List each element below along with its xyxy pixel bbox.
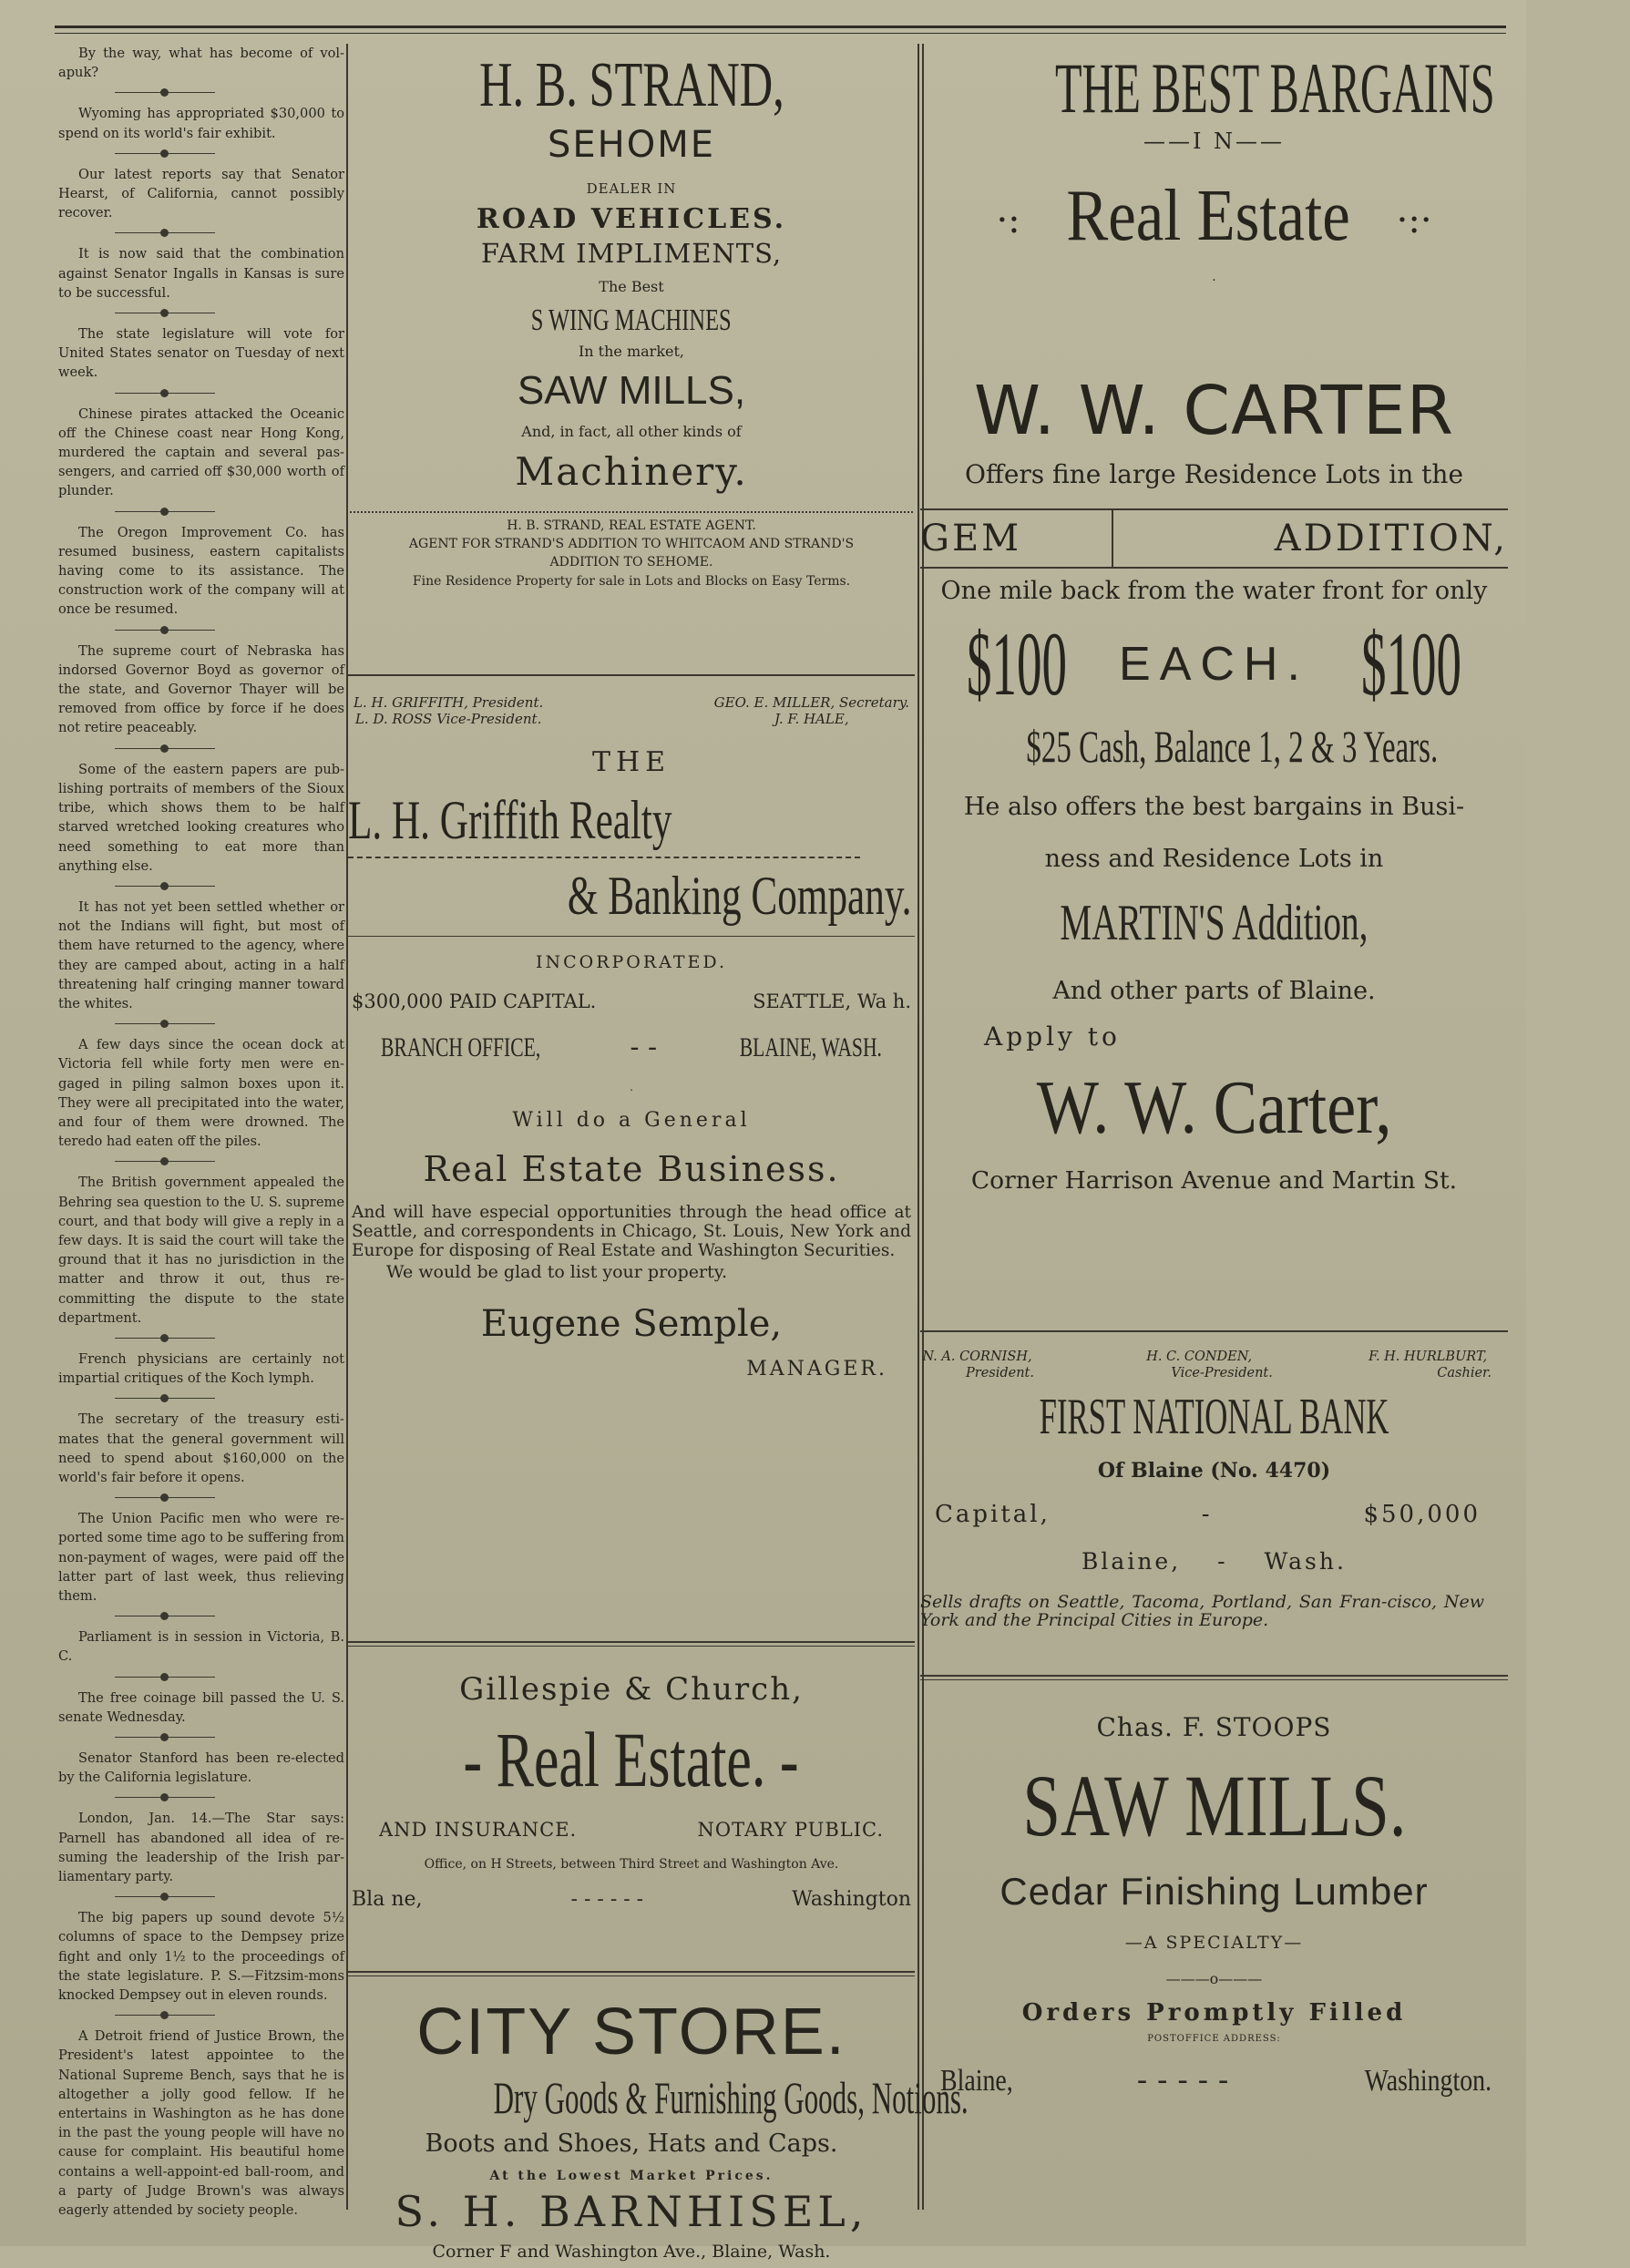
news-separator — [58, 625, 344, 636]
strand-agent-line1: H. B. STRAND, REAL ESTATE AGENT. — [507, 518, 756, 533]
griffith-name-line2: & Banking Company. — [567, 866, 911, 926]
bank-bottom-rule-2 — [920, 1679, 1508, 1680]
news-separator — [58, 881, 344, 892]
news-item: Our latest reports say that Senator Hearst, of California, cannot possibly recover. — [58, 166, 344, 221]
top-rule — [55, 26, 1506, 28]
stoops-blaine: Blaine, — [940, 2064, 1013, 2098]
griffith-will-do: Will do a General — [512, 1109, 751, 1132]
carter-one-mile: One mile back from the water front for only — [940, 577, 1488, 605]
carter-price-right: $100 — [1360, 613, 1461, 714]
strand-machinery: Machinery. — [515, 449, 748, 494]
news-separator — [58, 1493, 344, 1503]
griffith-the: THE — [591, 746, 671, 778]
news-item: By the way, what has become of vol-apuk? — [58, 46, 344, 81]
right-column — [920, 44, 1508, 2217]
griffith-seattle: SEATTLE, Wa h. — [753, 990, 911, 1012]
news-item: It is now said that the combination against Senator Ingalls in Kansas is sure to be successful. — [58, 246, 344, 301]
griffith-officer-1: L. H. GRIFFITH, President. — [354, 694, 544, 711]
bank-officer-3-title: Cashier. — [1437, 1366, 1492, 1380]
news-item: The big papers up sound devote 5½ columns of space to the Dempsey prize fight and only 1½ to the proceedings of the state legislature. P. S.—Fitzsim-mons knocked Dempsey out in eleven rounds. — [58, 1910, 344, 2004]
stoops-o: ———o——— — [1165, 1970, 1263, 1987]
carter-offers: Offers fine large Residence Lots in the — [964, 459, 1464, 489]
news-separator — [58, 308, 344, 319]
news-separator — [58, 1792, 344, 1803]
carter-real-estate: Real Estate — [1066, 176, 1350, 256]
strand-saw-mills: SAW MILLS, — [517, 368, 746, 413]
griffith-dot: . — [630, 1081, 633, 1093]
carter-each: EACH. — [1119, 638, 1309, 691]
news-separator — [58, 1019, 344, 1030]
carter-ornament-right: ·:· — [1396, 200, 1432, 241]
news-separator — [58, 1393, 344, 1404]
strand-ad — [348, 47, 915, 676]
news-item: Wyoming has appropriated $30,000 to spend on its world's fair exhibit. — [58, 106, 344, 141]
carter-apply: Apply to — [984, 1021, 1121, 1052]
strand-farm: FARM IMPLIMENTS, — [480, 238, 783, 269]
griffith-bottom-rule-2 — [348, 1646, 915, 1647]
news-item: French physicians are certainly not impartial critiques of the Koch lymph. — [58, 1350, 344, 1387]
stoops-name: Chas. F. STOOPS — [1096, 1712, 1332, 1742]
carter-addition: ADDITION, — [1274, 518, 1508, 559]
column-rule-right — [918, 44, 919, 2210]
bank-of-blaine: Of Blaine (No. 4470) — [1097, 1459, 1331, 1483]
news-item: Senator Stanford has been re-elected by the California legislature. — [58, 1750, 344, 1786]
strand-sewing: S WING MACHINES — [531, 303, 732, 337]
strand-agent-line3: ADDITION TO SEHOME. — [549, 555, 713, 570]
city-store-prices: At the Lowest Market Prices. — [489, 2169, 774, 2183]
griffith-officer-3: GEO. E. MILLER, Secretary. — [713, 694, 909, 711]
stoops-dashes: - - - - - — [1136, 2062, 1229, 2099]
news-item: The state legislature will vote for United States senator on Tuesday of next week. — [58, 326, 344, 381]
strand-agent-line2: AGENT FOR STRAND'S ADDITION TO WHITCAOM AND STRAND'S — [408, 537, 855, 551]
bank-ad — [920, 1334, 1508, 1680]
carter-name-2: W. W. Carter, — [1036, 1065, 1392, 1150]
strand-place: SEHOME — [547, 124, 715, 166]
news-item: Some of the eastern papers are pub-lishing portraits of members of the Sioux tribe, which shows them to be half starved wretched looking creatures who need something to eat more than anything else. — [58, 761, 344, 874]
news-item: The supreme court of Nebraska has indorsed Governor Boyd as governor of the state, and Governor Thayer will be removed from office by force if he does not retire peaceably. — [58, 642, 344, 736]
carter-martins: MARTIN'S Addition, — [1060, 895, 1369, 951]
news-separator — [58, 87, 344, 98]
griffith-capital: $300,000 PAID CAPITAL. — [352, 990, 597, 1012]
bank-capital: Capital, — [935, 1501, 1051, 1528]
news-item: The secretary of the treasury esti-mates that the general government will need to spend about $160,000 on the world's fair before it opens. — [58, 1411, 344, 1485]
news-separator — [58, 1156, 344, 1167]
city-store-ad — [348, 1993, 969, 2266]
news-item: A Detroit friend of Justice Brown, the President's latest appointee to the National Supreme Bench, says that he is altogether a jolly good fellow. If he entertains in Washington as he has done in the past the young people will have no cause for complaint. His beautiful home contains a well-appoint-ed ball-room, and a party of Judge Brown's was always eagerly attended by society people. — [58, 2028, 344, 2219]
bank-capital-dash: - — [1201, 1501, 1213, 1528]
griffith-officers — [348, 694, 915, 727]
bank-officer-3: F. H. HURLBURT, — [1369, 1350, 1488, 1364]
news-item: The free coinage bill passed the U. S. senate Wednesday. — [58, 1689, 344, 1725]
griffith-ad — [348, 694, 915, 1647]
gillespie-dashes: - - - - - - — [570, 1888, 644, 1911]
news-separator — [58, 228, 344, 239]
stoops-address: POSTOFFICE ADDRESS: — [1147, 2034, 1281, 2044]
carter-other-parts: And other parts of Blaine. — [1052, 977, 1376, 1005]
gillespie-blaine: Bla ne, — [352, 1888, 423, 1911]
city-store-goods: Dry Goods & Furnishing Goods, Notions. — [493, 2072, 969, 2123]
city-store-owner: S. H. BARNHISEL, — [395, 2187, 868, 2236]
news-item: It has not yet been settled whether or not the Indians will fight, but most of them have returned to the agency, where they are camped about, acting in a half threatening half cringing manner toward the whites. — [58, 898, 344, 1011]
griffith-incorporated: INCORPORATED. — [535, 952, 728, 972]
news-separator — [58, 1892, 344, 1903]
city-store-name: CITY STORE. — [416, 1996, 846, 2068]
bank-officers — [920, 1334, 1508, 1381]
strand-agent-line4: Fine Residence Property for sale in Lots and Blocks on Easy Terms. — [412, 574, 851, 589]
carter-price-left: $100 — [967, 613, 1067, 714]
gillespie-ad — [348, 1667, 915, 1976]
carter-ornament-left: ·: — [996, 200, 1020, 241]
bank-bottom-rule — [920, 1675, 1508, 1677]
gillespie-insurance: AND INSURANCE. — [379, 1819, 578, 1841]
griffith-paragraph: And will have especial opportunities through the head office at Seattle, and correspondents in Chicago, St. Louis, New York and Europe for disposing of Real Estate and Washington Securities. — [352, 1203, 911, 1260]
news-separator — [58, 1672, 344, 1683]
griffith-manager-name: Eugene Semple, — [480, 1303, 783, 1345]
stoops-specialty: —A SPECIALTY— — [1124, 1933, 1304, 1953]
carter-dot: · — [1212, 273, 1216, 288]
middle-column — [348, 44, 969, 2262]
strand-road-vehicles: ROAD VEHICLES. — [476, 203, 787, 235]
carter-also-line1: He also offers the best bargains in Busi- — [963, 793, 1465, 821]
bank-officer-2: H. C. CONDEN, — [1146, 1350, 1253, 1364]
griffith-manager-title: MANAGER. — [746, 1358, 887, 1380]
stoops-washington: Washington. — [1364, 2064, 1492, 2098]
griffith-branch-dashes: - - — [630, 1031, 658, 1063]
griffith-branch: BRANCH OFFICE, — [381, 1032, 541, 1062]
city-store-address: Corner F and Washington Ave., Blaine, Wash. — [432, 2242, 831, 2262]
strand-the-best: The Best — [599, 278, 664, 295]
gillespie-washington: Washington — [792, 1888, 911, 1911]
news-column — [58, 44, 344, 2217]
gillespie-notary: NOTARY PUBLIC. — [697, 1819, 884, 1841]
carter-also-line2: ness and Residence Lots in — [1044, 845, 1384, 873]
griffith-officer-4: J. F. HALE, — [774, 711, 849, 727]
carter-name: W. W. CARTER — [973, 372, 1455, 450]
griffith-glad: We would be glad to list your property. — [386, 1262, 727, 1282]
news-separator — [58, 388, 344, 399]
news-separator — [58, 1333, 344, 1344]
carter-gem: GEM — [920, 510, 1113, 567]
bank-name: FIRST NATIONAL BANK — [1039, 1389, 1389, 1445]
bank-dash: - — [1217, 1548, 1228, 1575]
city-store-boots: Boots and Shoes, Hats and Caps. — [425, 2129, 838, 2158]
carter-terms: $25 Cash, Balance 1, 2 & 3 Years. — [1026, 721, 1439, 772]
news-separator — [58, 744, 344, 754]
news-separator — [58, 2010, 344, 2021]
bank-officer-1-title: President. — [966, 1366, 1034, 1380]
stoops-cedar: Cedar Finishing Lumber — [1000, 1870, 1429, 1913]
carter-in: ——I N—— — [1143, 128, 1286, 154]
gillespie-real-estate: - Real Estate. - — [464, 1716, 799, 1803]
news-separator — [58, 1732, 344, 1743]
strand-dotted-rule — [350, 511, 913, 513]
griffith-blaine: BLAINE, WASH. — [739, 1032, 882, 1062]
carter-corner: Corner Harrison Avenue and Martin St. — [970, 1166, 1458, 1195]
carter-best-bargains: THE BEST BARGAINS — [1054, 48, 1495, 128]
griffith-name-line1: L. H. Griffith Realty — [348, 790, 672, 850]
news-item: The British government appealed the Behring sea question to the U. S. supreme court, and that body will give a reply in a few days. It is said the court will take the ground that it has no jurisdiction in the matter and throw it out, thus re-committing the dispute to the state department. — [58, 1175, 344, 1326]
gillespie-office: Office, on H Streets, between Third Street and Washington Ave. — [424, 1857, 839, 1872]
griffith-business: Real Estate Business. — [423, 1149, 840, 1189]
news-separator — [58, 149, 344, 159]
news-item: Parliament is in session in Victoria, B. C. — [58, 1629, 344, 1665]
griffith-bottom-rule — [348, 1641, 915, 1643]
stoops-ad — [920, 1708, 1508, 2218]
gillespie-name: Gillespie & Church, — [459, 1671, 804, 1708]
news-item: The Oregon Improvement Co. has resumed business, eastern capitalists having come to its assistance. The construction work of the company will at once be resumed. — [58, 524, 344, 618]
news-item: Chinese pirates attacked the Oceanic off the Chinese coast near Hong Kong, murdered the captain and several pas-sengers, and carried off $30,000 worth of plunder. — [58, 405, 344, 499]
strand-name: H. B. STRAND, — [478, 50, 784, 120]
griffith-officer-2: L. D. ROSS Vice-President. — [354, 711, 542, 727]
bank-blaine: Blaine, — [1082, 1548, 1182, 1575]
bank-officer-2-title: Vice-President. — [1171, 1366, 1273, 1380]
strand-bottom-rule — [348, 674, 915, 676]
bank-officer-1: N. A. CORNISH, — [922, 1350, 1032, 1364]
bank-amount: $50,000 — [1363, 1501, 1481, 1528]
stoops-orders: Orders Promptly Filled — [1021, 1999, 1407, 2027]
strand-other-kinds: And, in fact, all other kinds of — [521, 423, 742, 440]
gillespie-bottom-rule — [348, 1971, 915, 1973]
top-rule-thin — [55, 33, 1506, 34]
news-item: London, Jan. 14.—The Star says: Parnell has abandoned all idea of re-suming the leadership of the Irish par-liamentary party. — [58, 1811, 344, 1885]
news-item: The Union Pacific men who were re-ported some time ago to be suffering from non-payment of wages, were paid off the latter part of last week, thus relieving them. — [58, 1511, 344, 1604]
carter-ad — [920, 49, 1508, 1334]
news-separator — [58, 1611, 344, 1622]
stoops-saw-mills: SAW MILLS. — [1021, 1757, 1407, 1854]
news-separator — [58, 507, 344, 518]
bank-drafts: Sells drafts on Seattle, Tacoma, Portland, San Fran-cisco, New York and the Principal Cities in Europe. — [920, 1592, 1484, 1630]
carter-bottom-rule — [920, 1330, 1508, 1332]
strand-in-market: In the market, — [578, 343, 685, 360]
news-item: A few days since the ocean dock at Victoria fell while forty men were en-gaged in piling salmon boxes upon it. They were all precipitated into the water, and four of them were drowned. The teredo had eaten off the piles. — [58, 1037, 344, 1150]
strand-dealer-in: DEALER IN — [586, 180, 677, 197]
bank-wash: Wash. — [1264, 1548, 1347, 1575]
